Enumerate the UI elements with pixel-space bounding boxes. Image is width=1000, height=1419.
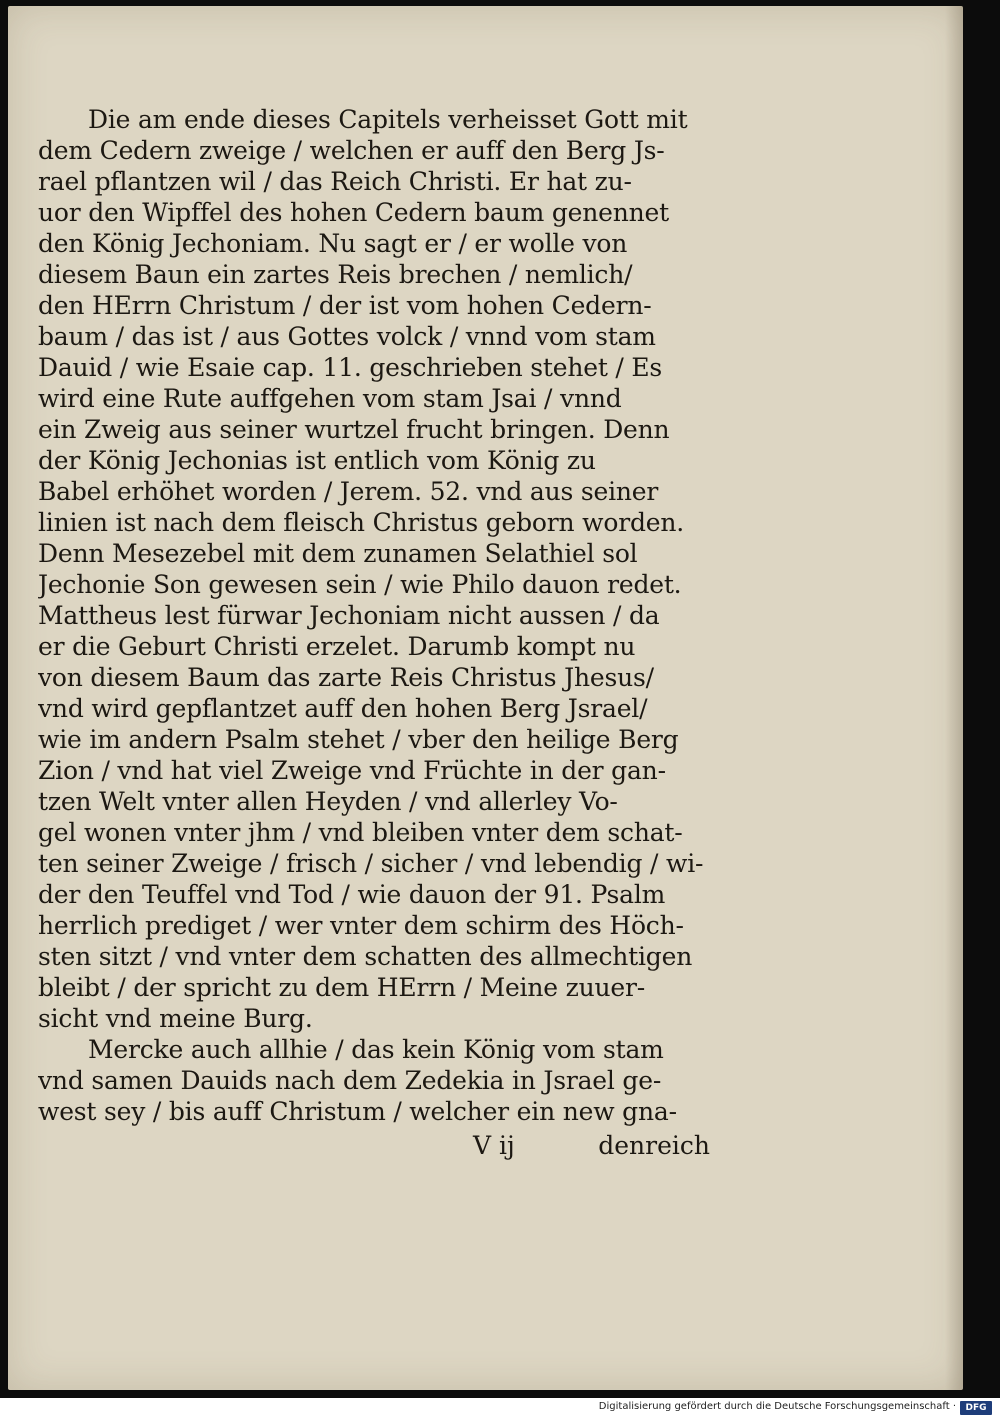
body-text [38,104,728,1127]
text-line: ein Zweig aus seiner wurtzel frucht bringen. Denn [38,415,670,444]
text-line: tzen Welt vnter allen Heyden / vnd allerley Vo- [38,787,618,816]
text-line: sten sitzt / vnd vnter dem schatten des allmechtigen [38,942,693,971]
text-line: Zion / vnd hat viel Zweige vnd Früchte in der gan- [38,756,666,785]
text-line: den HErrn Christum / der ist vom hohen Cedern- [38,291,652,320]
text-line: ten seiner Zweige / frisch / sicher / vnd lebendig / wi- [38,849,704,878]
text-line: der den Teuffel vnd Tod / wie dauon der 91. Psalm [38,880,666,909]
text-line: wie im andern Psalm stehet / vber den heilige Berg [38,725,679,754]
text-line: Die am ende dieses Capitels verheisset Gott mit [88,105,688,134]
text-line: von diesem Baum das zarte Reis Christus Jhesus/ [38,663,654,692]
text-line: diesem Baun ein zartes Reis brechen / nemlich/ [38,260,633,289]
signature-mark: V ij [473,1131,515,1160]
text-line: Dauid / wie Esaie cap. 11. geschrieben stehet / Es [38,353,663,382]
dfg-logo-icon: DFG [960,1401,992,1415]
text-line: baum / das ist / aus Gottes volck / vnnd vom stam [38,322,656,351]
text-line: Denn Mesezebel mit dem zunamen Selathiel sol [38,539,638,568]
text-line: uor den Wipffel des hohen Cedern baum genennet [38,198,669,227]
catchword: denreich [598,1131,710,1160]
text-line: vnd wird gepflantzet auff den hohen Berg Jsrael/ [38,694,648,723]
text-line: der König Jechonias ist entlich vom König zu [38,446,596,475]
text-line: den König Jechoniam. Nu sagt er / er wolle von [38,229,628,258]
funding-credit: Digitalisierung gefördert durch die Deutsche Forschungsgemeinschaft · [598,1401,956,1412]
text-line: rael pflantzen wil / das Reich Christi. Er hat zu- [38,167,632,196]
text-line: wird eine Rute auffgehen vom stam Jsai / vnnd [38,384,622,413]
text-line: bleibt / der spricht zu dem HErrn / Meine zuuer- [38,973,645,1002]
text-line: er die Geburt Christi erzelet. Darumb kompt nu [38,632,636,661]
text-line: west sey / bis auff Christum / welcher ein new gna- [38,1097,677,1126]
text-line: vnd samen Dauids nach dem Zedekia in Jsrael ge- [38,1066,662,1095]
page-footer-line [38,1130,728,1161]
text-line: linien ist nach dem fleisch Christus geborn worden. [38,508,685,537]
text-line: Babel erhöhet worden / Jerem. 52. vnd aus seiner [38,477,659,506]
text-line: Jechonie Son gewesen sein / wie Philo dauon redet. [38,570,682,599]
text-line: Mattheus lest fürwar Jechoniam nicht aussen / da [38,601,660,630]
text-line: dem Cedern zweige / welchen er auff den Berg Js- [38,136,665,165]
text-line: Mercke auch allhie / das kein König vom stam [88,1035,664,1064]
digitization-footer [0,1398,1000,1419]
text-line: gel wonen vnter jhm / vnd bleiben vnter dem schat- [38,818,683,847]
text-line: herrlich prediget / wer vnter dem schirm des Höch- [38,911,684,940]
book-page [8,6,963,1390]
text-line: sicht vnd meine Burg. [38,1004,313,1033]
